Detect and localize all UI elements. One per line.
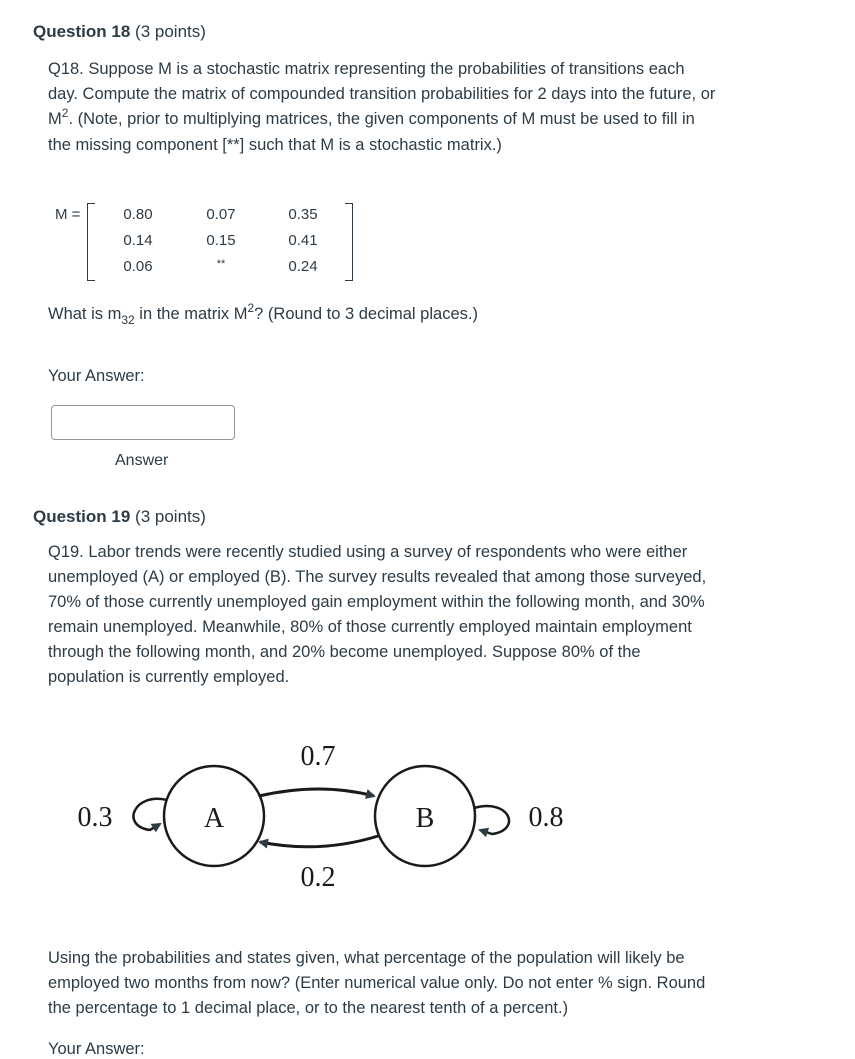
your-answer-label: Your Answer: (48, 1040, 145, 1058)
state-transition-diagram (60, 730, 600, 900)
matrix-cell: 0.15 (206, 232, 236, 249)
question-18-title (33, 22, 206, 42)
matrix-m (55, 203, 365, 283)
subquestion-text-end: ? (Round to 3 decimal places.) (254, 305, 478, 323)
matrix-right-bracket (345, 203, 353, 281)
state-b-label: B (415, 803, 435, 834)
prompt-text-rest: . (Note, prior to multiplying matrices, the given components of M must be used to fill in the missing component [**] such that M is a stochastic matrix.) (48, 110, 695, 154)
subquestion-subscript: 32 (121, 313, 135, 327)
b-to-a-arrow (260, 836, 378, 847)
state-a-label: A (203, 803, 225, 834)
your-answer-label: Your Answer: (48, 367, 145, 385)
question-18-prompt (48, 57, 718, 158)
subquestion-text-mid: in the matrix M (134, 305, 248, 323)
question-19-prompt: Q19. Labor trends were recently studied using a survey of respondents who were either unemployed (A) or employed (B). The survey results revealed that among those surveyed, 70% of those currently unemployed gain employment within the following month, and 30% remain unemployed. Meanwhile, 80% of those currently employed maintain employment through the following month, and 20% become unemployed. Suppose 80% of the population is currently employed. (48, 543, 707, 686)
a-to-b-probability: 0.7 (300, 741, 336, 772)
matrix-cell: 0.07 (206, 206, 236, 223)
matrix-cell: 0.24 (288, 258, 318, 275)
matrix-cell: 0.41 (288, 232, 318, 249)
matrix-cell: 0.35 (288, 206, 318, 223)
b-self-loop (474, 806, 509, 834)
question-points: (3 points) (135, 22, 206, 41)
matrix-missing-cell: ** (216, 258, 226, 270)
subquestion-superscript: 2 (247, 301, 255, 315)
a-self-loop (133, 799, 167, 830)
subquestion-text: What is m (48, 305, 122, 323)
answer-label: Answer (115, 452, 169, 469)
b-self-probability: 0.8 (528, 802, 564, 833)
matrix-label: M = (55, 206, 81, 223)
answer-input[interactable] (51, 405, 235, 440)
question-points: (3 points) (135, 507, 206, 526)
question-number: Question 19 (33, 507, 131, 526)
a-self-probability: 0.3 (77, 802, 113, 833)
question-19-subquestion: Using the probabilities and states given, what percentage of the population will likely be employed two months from now? (Enter numerical value only. Do not enter % sign. Round the percentage to 1 decimal place, or to the nearest tenth of a percent.) (48, 949, 706, 1017)
b-to-a-probability: 0.2 (300, 862, 336, 893)
a-to-b-arrow (259, 789, 374, 796)
question-number: Question 18 (33, 22, 131, 41)
matrix-cell: 0.14 (123, 232, 153, 249)
matrix-cell: 0.80 (123, 206, 153, 223)
matrix-cell: 0.06 (123, 258, 153, 275)
prompt-text: Q18. Suppose M is a stochastic matrix representing the probabilities of transitions each day. Compute the matrix of compounded transition probabilities for 2 days into the future, or M (48, 60, 716, 128)
matrix-left-bracket (87, 203, 95, 281)
prompt-superscript: 2 (61, 106, 69, 120)
question-18-subquestion (48, 302, 718, 328)
question-19-title (33, 507, 206, 527)
